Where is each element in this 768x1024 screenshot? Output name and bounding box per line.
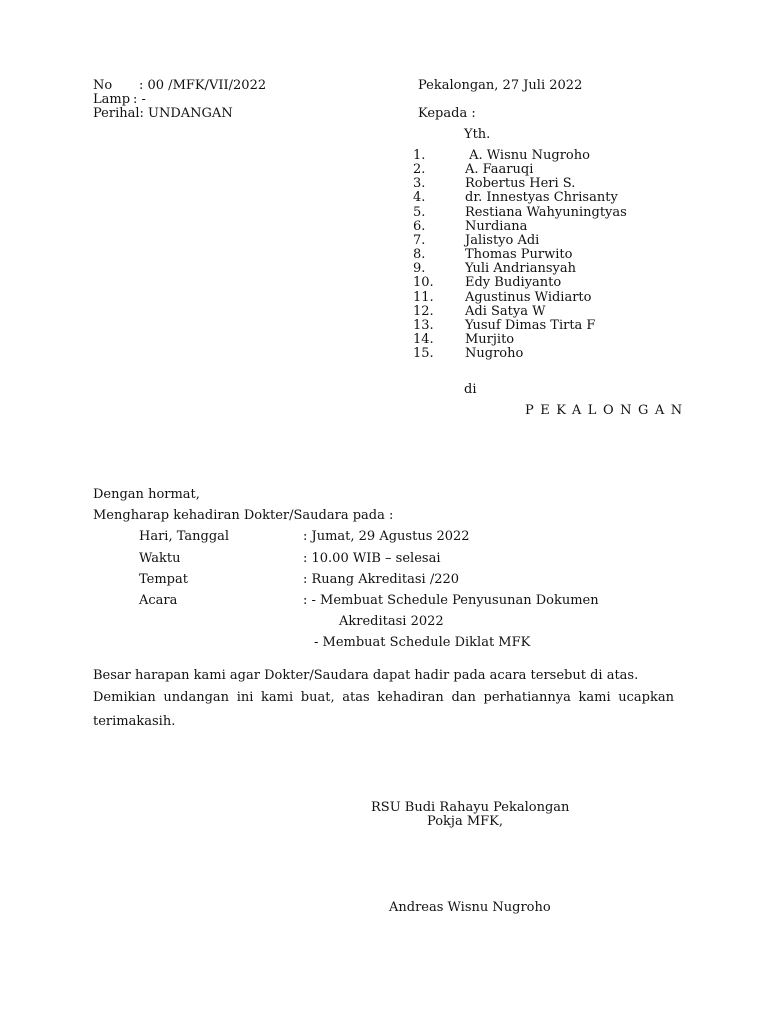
number-label: No: [93, 78, 113, 93]
agenda-item-2: - Membuat Schedule Diklat MFK: [314, 635, 531, 650]
agenda-continuation: Akreditasi 2022: [339, 614, 444, 629]
letter-subject: [93, 107, 233, 121]
recipient-number: 4.: [413, 190, 426, 206]
closing-paragraph-2: Demikian undangan ini kami buat, atas kehadiran dan perhatiannya kami ucapkan terimakasih.: [93, 690, 674, 729]
recipient-name: A. Faaruqi: [465, 162, 534, 178]
detail-value-date: : Jumat, 29 Agustus 2022: [303, 529, 470, 544]
recipient-name: Jalistyo Adi: [465, 232, 540, 248]
kepada-label: Kepada :: [418, 106, 476, 121]
detail-label-agenda: Acara: [139, 593, 178, 608]
recipient-name: Thomas Purwito: [465, 247, 573, 263]
detail-value-time: : 10.00 WIB – selesai: [303, 551, 441, 566]
intro-line: Mengharap kehadiran Dokter/Saudara pada :: [93, 508, 394, 523]
detail-label-date: Hari, Tanggal: [139, 529, 230, 544]
letter-number: [93, 79, 266, 93]
closing-paragraph-1: Besar harapan kami agar Dokter/Saudara dapat hadir pada acara tersebut di atas.: [93, 668, 639, 683]
recipient-number: 10.: [413, 275, 434, 291]
recipient-number: 3.: [413, 176, 426, 192]
recipient-number: 8.: [413, 247, 426, 263]
recipient-name: Adi Satya W: [465, 303, 546, 319]
recipient-name: Murjito: [465, 331, 515, 347]
recipient-number: 11.: [413, 289, 434, 305]
recipient-number: 5.: [413, 204, 426, 220]
greeting: Dengan hormat,: [93, 487, 200, 502]
city-label: PEKALONGAN: [525, 403, 689, 418]
recipient-list: [413, 149, 673, 363]
signature-org: RSU Budi Rahayu Pekalongan: [371, 800, 570, 815]
recipient-number: 14.: [413, 331, 434, 347]
recipient-number: 13.: [413, 317, 434, 333]
recipient-name: Robertus Heri S.: [465, 176, 576, 192]
recipient-number: 6.: [413, 218, 426, 234]
detail-label-time: Waktu: [139, 551, 181, 566]
recipient-name: Yuli Andriansyah: [465, 261, 576, 277]
yth-label: Yth.: [464, 127, 491, 142]
attachment-label: Lamp: [93, 92, 131, 107]
recipient-name: Agustinus Widiarto: [465, 289, 592, 305]
recipient-number: 1.: [413, 148, 426, 163]
recipient-number: 15.: [413, 346, 434, 362]
attachment-value: : -: [133, 92, 146, 107]
subject-label: Perihal: [93, 106, 140, 121]
recipient-number: 2.: [413, 162, 426, 178]
recipient-number: 9.: [413, 261, 426, 277]
recipient-name: Edy Budiyanto: [465, 275, 562, 291]
detail-label-place: Tempat: [139, 572, 188, 587]
recipient-number: 12.: [413, 303, 434, 319]
recipient-name: Nugroho: [465, 346, 524, 362]
detail-value-agenda: : - Membuat Schedule Penyusunan Dokumen: [303, 593, 599, 608]
signature-unit: Pokja MFK,: [427, 814, 504, 829]
recipient-name: Restiana Wahyuningtyas: [465, 204, 627, 220]
detail-value-place: : Ruang Akreditasi /220: [303, 572, 460, 587]
recipient-name: Yusuf Dimas Tirta F: [465, 317, 596, 333]
letter-attachment: [93, 93, 146, 107]
subject-value: : UNDANGAN: [139, 106, 233, 121]
di-label: di: [464, 382, 477, 397]
recipient-name: A. Wisnu Nugroho: [465, 148, 590, 163]
number-value: : 00 /MFK/VII/2022: [139, 78, 267, 93]
signatory-name: Andreas Wisnu Nugroho: [389, 900, 551, 915]
place-date: Pekalongan, 27 Juli 2022: [418, 78, 583, 93]
recipient-name: Nurdiana: [465, 218, 528, 234]
recipient-name: dr. Innestyas Chrisanty: [465, 190, 618, 206]
recipient-number: 7.: [413, 232, 426, 248]
